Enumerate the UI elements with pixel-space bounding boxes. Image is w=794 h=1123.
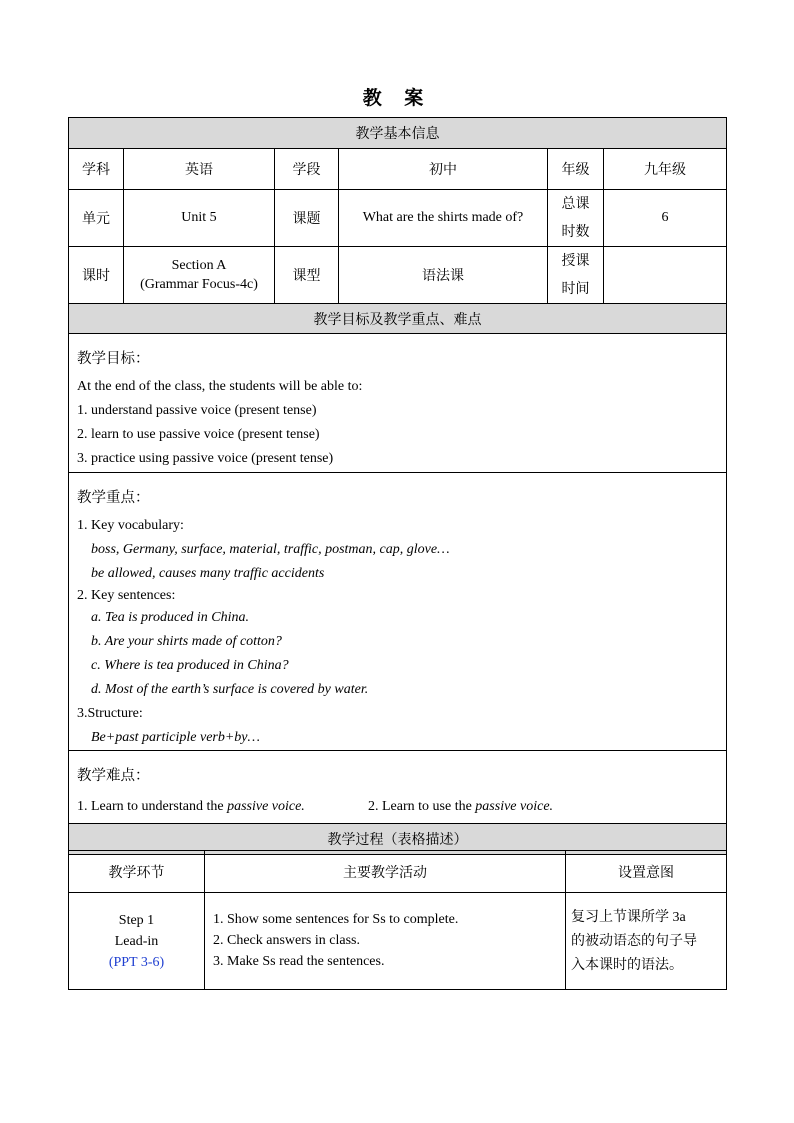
document-title: 教 案 (362, 87, 432, 109)
difficult-point-2: 2. Learn to use the passive voice. (368, 799, 554, 814)
difficult-points-title: 教学难点： (77, 768, 150, 784)
unit-value: Unit 5 (124, 190, 275, 247)
objective-line: At the end of the class, the students will be able to: (77, 379, 363, 394)
difficult-points-cell (69, 751, 727, 824)
subject-label: 学科 (69, 149, 124, 190)
topic-value: What are the shirts made of? (339, 190, 548, 247)
activity-line: 1. Show some sentences for Ss to complete. (213, 912, 459, 927)
intent-line: 的被动语态的句子导 (571, 934, 697, 949)
table-row (69, 893, 727, 990)
basic-info-table (68, 117, 727, 855)
key-sentences-label: 2. Key sentences: (77, 588, 176, 603)
col-intent-header: 设置意图 (566, 851, 727, 893)
activity-cell (205, 893, 566, 990)
period-label: 课时 (69, 247, 124, 304)
type-value: 语法课 (339, 247, 548, 304)
topic-label: 课题 (275, 190, 339, 247)
structure-label: 3.Structure: (77, 706, 143, 721)
key-sentence: b. Are your shirts made of cotton? (91, 634, 282, 649)
key-vocab-label: 1. Key vocabulary: (77, 518, 184, 533)
step-cell: Step 1 Lead-in (PPT 3-6) (69, 893, 205, 990)
stage-label: 学段 (275, 149, 339, 190)
col-activity-header: 主要教学活动 (205, 851, 566, 893)
subject-value: 英语 (124, 149, 275, 190)
key-vocab-line: boss, Germany, surface, material, traffic, postman, cap, glove… (91, 542, 450, 557)
objectives-title: 教学目标： (77, 351, 150, 367)
process-header: 教学过程（表格描述） (69, 824, 727, 855)
activity-line: 2. Check answers in class. (213, 933, 360, 948)
col-step-header: 教学环节 (69, 851, 205, 893)
key-vocab-line: be allowed, causes many traffic accidents (91, 566, 325, 581)
grade-label: 年级 (548, 149, 604, 190)
total-hours-label: 总课 时数 (548, 190, 604, 247)
goals-header: 教学目标及教学重点、难点 (69, 304, 727, 334)
objective-line: 2. learn to use passive voice (present tense) (77, 427, 320, 442)
class-time-label: 授课 时间 (548, 247, 604, 304)
period-value: Section A (Grammar Focus-4c) (124, 247, 275, 304)
structure-value: Be+past participle verb+by… (91, 730, 260, 745)
objective-line: 3. practice using passive voice (present tense) (77, 451, 334, 466)
process-table (68, 850, 727, 990)
key-points-title: 教学重点： (77, 490, 150, 506)
key-sentence: c. Where is tea produced in China? (91, 658, 289, 673)
difficult-point-1: 1. Learn to understand the passive voice. (77, 799, 305, 814)
stage-value: 初中 (339, 149, 548, 190)
objective-line: 1. understand passive voice (present tense) (77, 403, 317, 418)
grade-value: 九年级 (604, 149, 727, 190)
key-points-cell (69, 473, 727, 751)
type-label: 课型 (275, 247, 339, 304)
objectives-cell (69, 334, 727, 473)
key-sentence: d. Most of the earth’s surface is covered by water. (91, 682, 369, 697)
intent-cell (566, 893, 727, 990)
intent-line: 入本课时的语法。 (571, 958, 683, 973)
key-sentence: a. Tea is produced in China. (91, 610, 250, 625)
ppt-reference: (PPT 3-6) (108, 954, 165, 970)
unit-label: 单元 (69, 190, 124, 247)
activity-line: 3. Make Ss read the sentences. (213, 954, 385, 969)
basic-info-header: 教学基本信息 (69, 118, 727, 149)
intent-line: 复习上节课所学 3a (571, 910, 686, 925)
total-hours-value: 6 (604, 190, 727, 247)
class-time-value (604, 247, 727, 304)
